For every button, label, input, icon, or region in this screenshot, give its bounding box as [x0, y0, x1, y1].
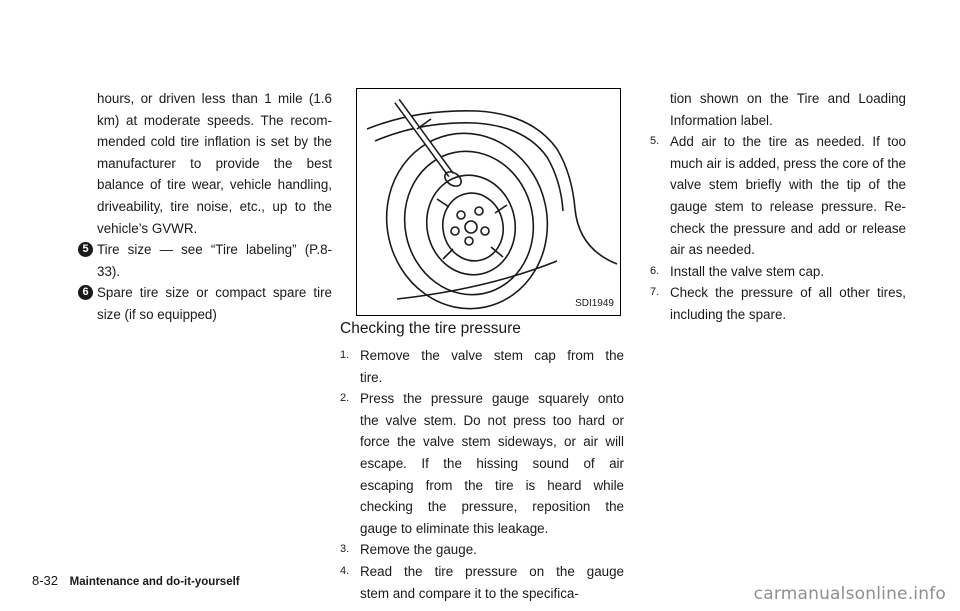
item-number: 4.	[340, 564, 350, 577]
text-line: tire.	[360, 369, 383, 385]
list-item-5	[650, 131, 906, 261]
text-line: vehicle’s GVWR.	[97, 220, 198, 236]
text-line: valve stem briefly with the tip of the	[670, 177, 906, 193]
section-heading: Checking the tire pressure	[340, 320, 521, 337]
item-number: 7.	[650, 286, 660, 299]
page-number: 8-32	[32, 573, 59, 588]
figure-tire-gauge	[356, 88, 621, 316]
text-line: Read the tire pressure on the gauge	[360, 563, 624, 579]
text-line: checking the pressure, reposition the	[360, 499, 624, 515]
list-item-7	[650, 282, 906, 325]
text-line: much air is added, press the core of the	[670, 155, 906, 171]
list-item-3	[340, 539, 624, 561]
column-3	[650, 88, 906, 326]
list-item-5	[77, 239, 332, 282]
item-number: 6.	[650, 264, 660, 277]
text-line: 33).	[97, 263, 121, 279]
circled-number-marker: 5	[78, 242, 93, 257]
text-line: driveability, tire noise, etc., up to the	[97, 198, 332, 214]
text-line: force the valve stem sideways, or air will	[360, 434, 624, 450]
watermark: carmanualsonline.info	[753, 584, 946, 604]
list-item-2	[340, 388, 624, 539]
text-line: size (if so equipped)	[97, 306, 217, 322]
text-line: km) at moderate speeds. The recom-	[97, 112, 332, 128]
text-line: Add air to the tire as needed. If too	[670, 134, 906, 150]
tire-pressure-gauge-illustration	[357, 89, 620, 315]
text-line: hours, or driven less than 1 mile (1.6	[97, 91, 332, 106]
column-2	[340, 319, 624, 604]
text-line: mended cold tire inflation is set by the	[97, 134, 332, 150]
text-line: including the spare.	[670, 306, 787, 322]
text-line: Spare tire size or compact spare tire	[97, 285, 332, 301]
text-line: gauge to eliminate this leakage.	[360, 520, 549, 536]
list-item-4	[340, 561, 624, 604]
text-line: Press the pressure gauge squarely onto	[360, 391, 624, 407]
text-line: Information label.	[670, 112, 773, 128]
text-line: the valve stem. Do not press too hard or	[360, 412, 624, 428]
text-line: tion shown on the Tire and Loading	[670, 91, 906, 106]
text-line: air as needed.	[670, 242, 755, 258]
item-number: 5.	[650, 135, 660, 148]
text-line: Remove the gauge.	[360, 542, 477, 558]
item-number: 3.	[340, 543, 350, 556]
text-line: Remove the valve stem cap from the	[360, 348, 624, 363]
continued-paragraph	[77, 88, 332, 239]
text-line: Tire size — see “Tire labeling” (P.8-	[97, 242, 332, 258]
figure-code: SDI1949	[575, 298, 614, 309]
list-item-1	[340, 345, 624, 388]
list-item-6	[77, 282, 332, 325]
item-number: 1.	[340, 349, 350, 361]
continued-paragraph	[650, 88, 906, 131]
page-footer	[32, 573, 240, 590]
text-line: escaping from the tire is heard while	[360, 477, 624, 493]
list-item-6	[650, 261, 906, 283]
text-line: Install the valve stem cap.	[670, 263, 825, 279]
footer-section-title: Maintenance and do-it-yourself	[69, 576, 240, 588]
column-1	[77, 88, 332, 326]
text-line: stem and compare it to the specifica-	[360, 585, 579, 601]
text-line: balance of tire wear, vehicle handling,	[97, 177, 332, 193]
text-line: Check the pressure of all other tires,	[670, 285, 906, 301]
circled-number-marker: 6	[78, 285, 93, 300]
text-line: escape. If the hissing sound of air	[360, 455, 624, 471]
item-number: 2.	[340, 392, 350, 405]
text-line: check the pressure and add or release	[670, 220, 906, 236]
text-line: gauge stem to release pressure. Re-	[670, 198, 906, 214]
text-line: manufacturer to provide the best	[97, 155, 332, 171]
